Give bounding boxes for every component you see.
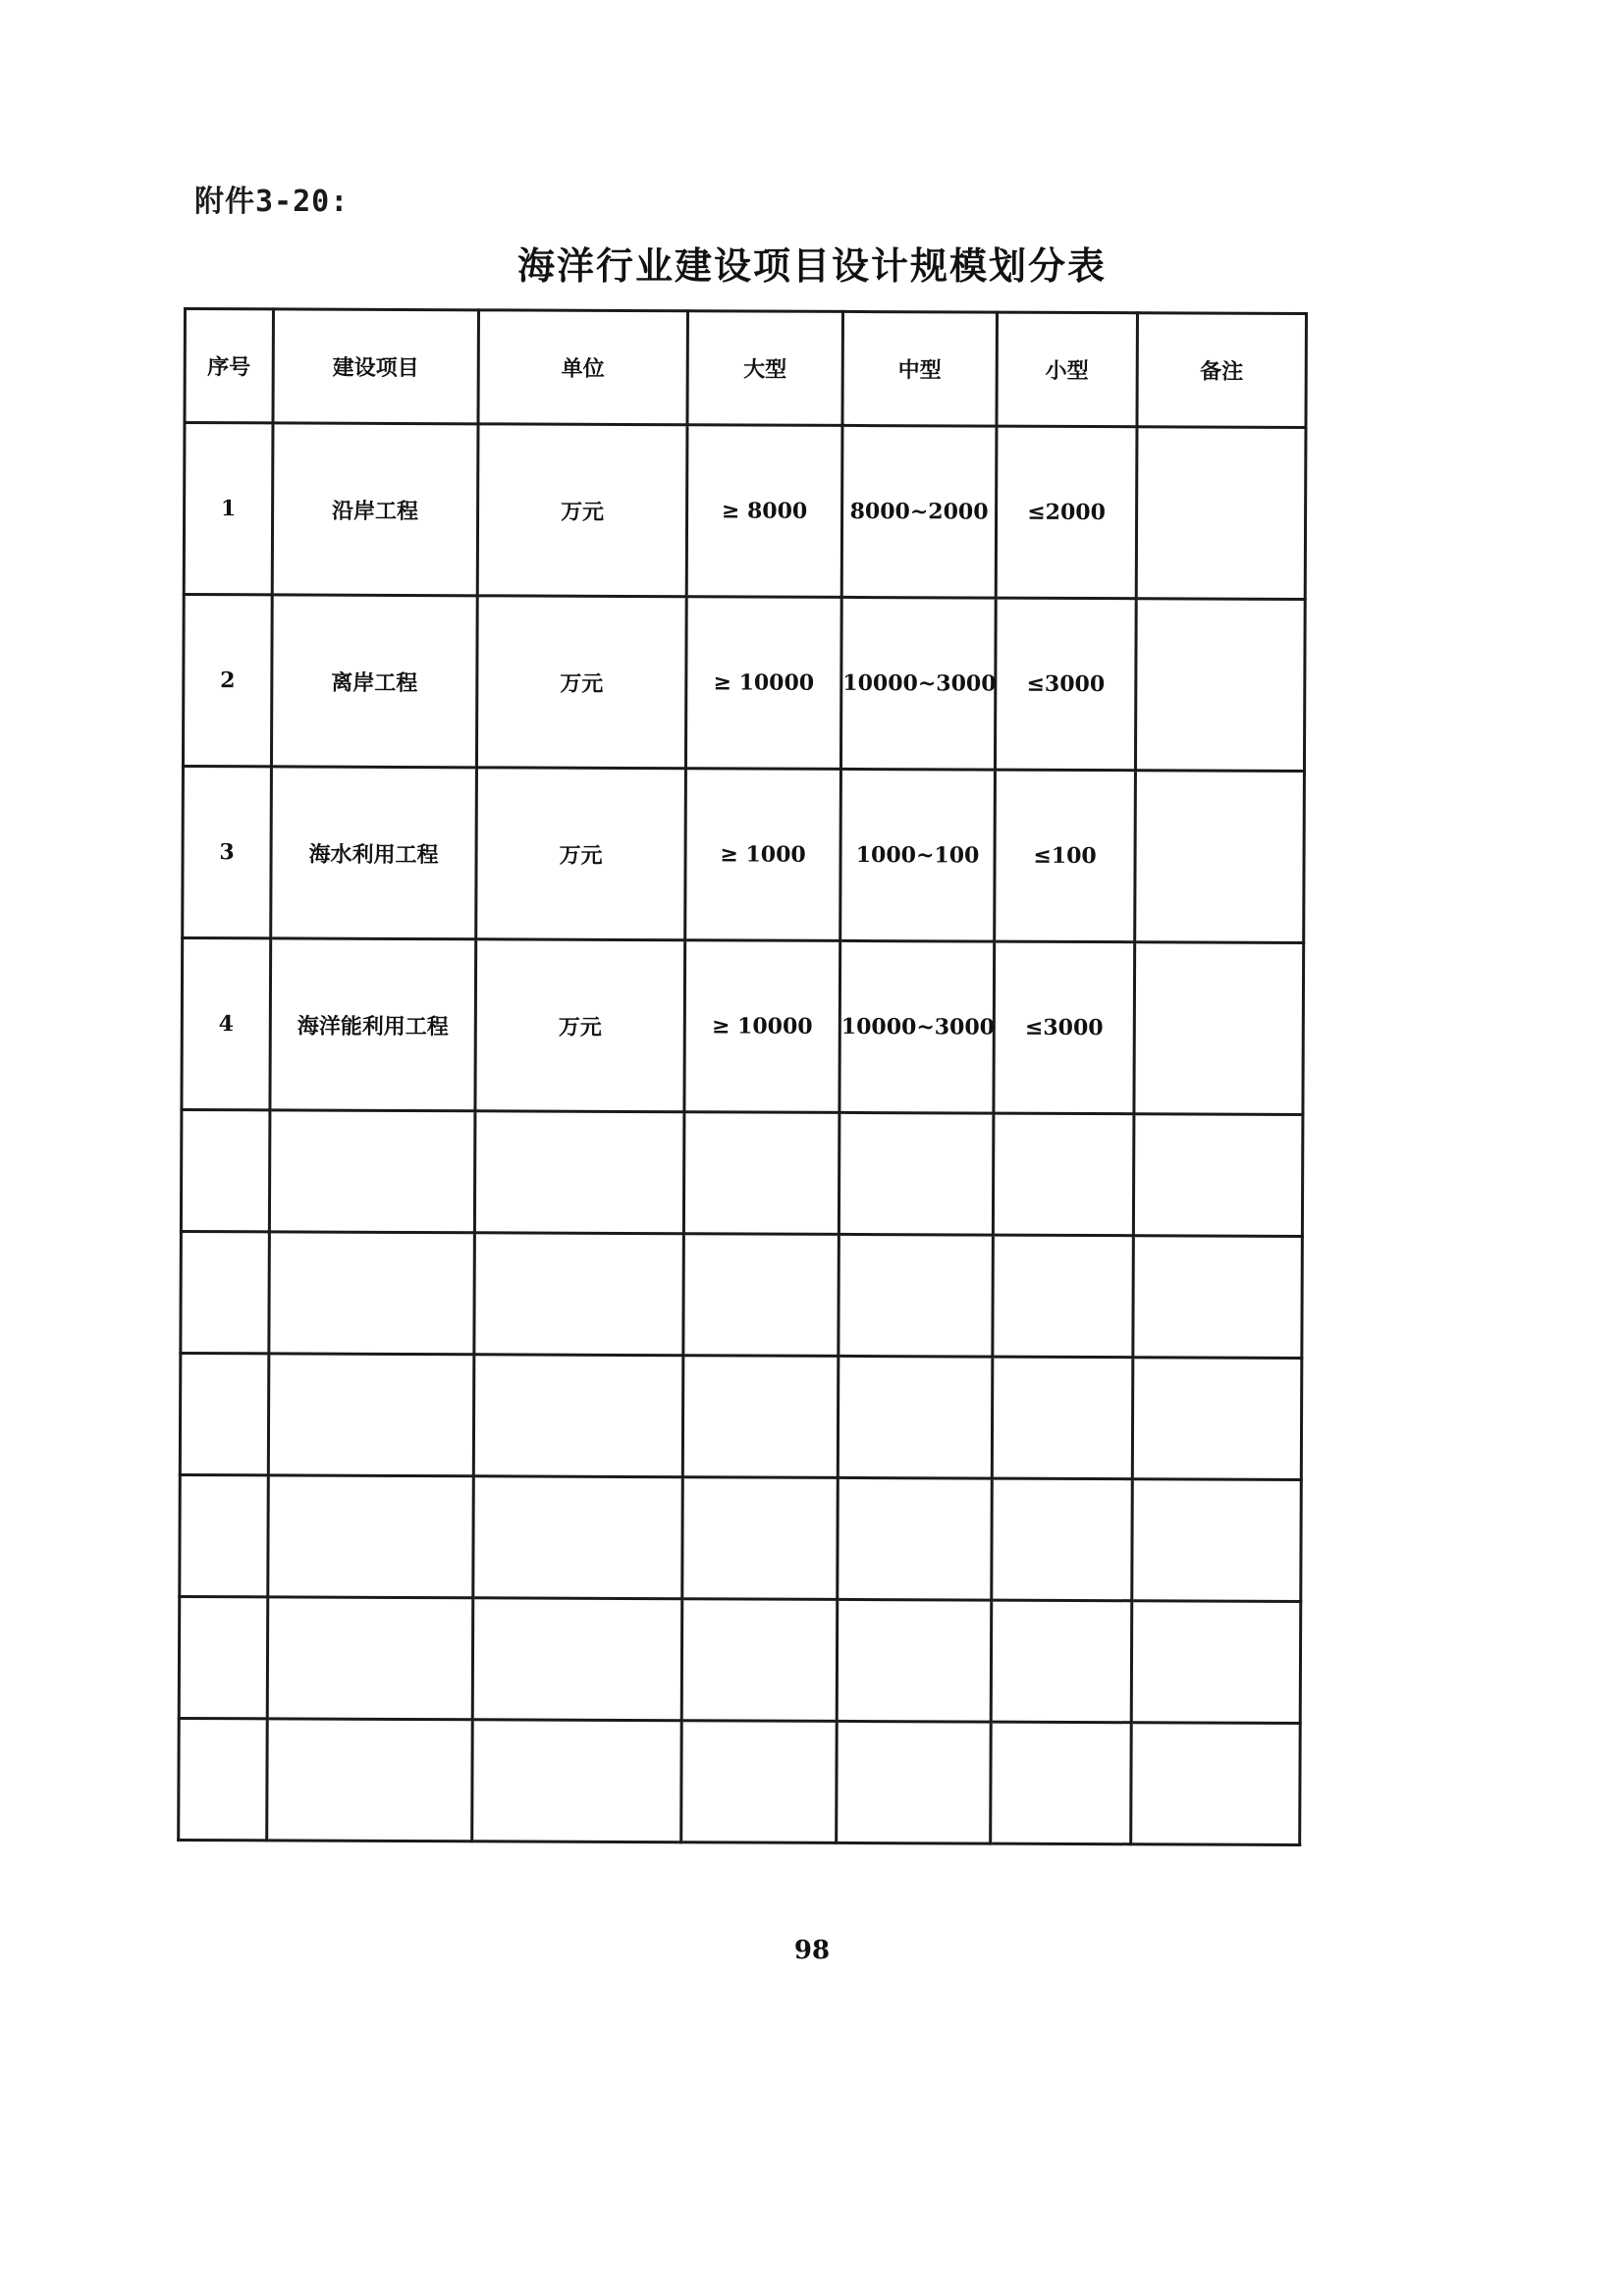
cell-small: ≤2000 xyxy=(996,426,1137,599)
page-number: 98 xyxy=(793,1936,831,1965)
empty-cell xyxy=(474,1233,684,1356)
cell-remark xyxy=(1135,599,1305,772)
cell-seq: 2 xyxy=(183,595,272,767)
empty-cell xyxy=(681,1721,838,1843)
empty-cell xyxy=(993,1113,1134,1236)
cell-unit: 万元 xyxy=(476,768,686,940)
cell-medium: 10000~3000 xyxy=(840,597,996,770)
empty-cell xyxy=(267,1719,473,1842)
empty-cell xyxy=(991,1722,1132,1844)
empty-cell xyxy=(472,1598,682,1721)
cell-unit: 万元 xyxy=(475,939,685,1112)
empty-table-row xyxy=(180,1353,1302,1479)
cell-medium: 8000~2000 xyxy=(841,425,997,598)
cell-item: 离岸工程 xyxy=(271,595,477,768)
cell-remark xyxy=(1134,942,1304,1115)
empty-cell xyxy=(838,1356,993,1478)
empty-cell xyxy=(992,1357,1133,1479)
table-row xyxy=(182,938,1304,1115)
empty-table-row xyxy=(179,1718,1301,1844)
cell-small: ≤100 xyxy=(995,770,1136,942)
cell-item: 海水利用工程 xyxy=(271,767,477,939)
empty-cell xyxy=(837,1721,992,1843)
empty-cell xyxy=(991,1600,1132,1723)
empty-table-row xyxy=(181,1231,1303,1358)
empty-cell xyxy=(839,1234,994,1357)
empty-cell xyxy=(269,1232,475,1355)
cell-large: ≥ 10000 xyxy=(685,597,841,770)
header-small: 小型 xyxy=(997,312,1138,427)
cell-unit: 万元 xyxy=(477,424,687,597)
cell-large: ≥ 1000 xyxy=(685,769,841,941)
empty-cell xyxy=(837,1599,992,1722)
empty-cell xyxy=(1133,1114,1303,1237)
empty-cell xyxy=(472,1720,682,1842)
cell-item: 沿岸工程 xyxy=(272,423,478,596)
empty-cell xyxy=(473,1355,683,1477)
cell-medium: 1000~100 xyxy=(840,769,996,941)
table-header-row xyxy=(185,309,1306,428)
cell-seq: 1 xyxy=(184,423,273,595)
empty-cell xyxy=(1131,1723,1301,1845)
cell-seq: 4 xyxy=(182,938,271,1110)
empty-cell xyxy=(268,1475,474,1598)
header-item: 建设项目 xyxy=(273,309,479,424)
empty-cell xyxy=(1132,1358,1302,1480)
table-row xyxy=(183,767,1305,943)
empty-cell xyxy=(267,1597,473,1720)
empty-cell xyxy=(839,1112,994,1235)
empty-cell xyxy=(1132,1479,1302,1602)
empty-cell xyxy=(838,1477,993,1600)
empty-cell xyxy=(682,1477,839,1600)
empty-cell xyxy=(992,1478,1133,1601)
table-row xyxy=(183,595,1305,772)
empty-cell xyxy=(683,1112,839,1235)
cell-small: ≤3000 xyxy=(994,941,1135,1114)
cell-medium: 10000~3000 xyxy=(839,940,995,1113)
empty-cell xyxy=(1133,1236,1303,1359)
cell-unit: 万元 xyxy=(476,596,686,769)
header-seq: 序号 xyxy=(185,309,274,423)
empty-cell xyxy=(269,1110,475,1233)
empty-cell xyxy=(474,1111,684,1234)
empty-cell xyxy=(682,1356,839,1478)
cell-remark xyxy=(1135,771,1305,943)
header-unit: 单位 xyxy=(478,310,688,425)
cell-item: 海洋能利用工程 xyxy=(270,938,476,1111)
empty-table-row xyxy=(180,1474,1302,1601)
cell-large: ≥ 10000 xyxy=(684,940,840,1113)
header-large: 大型 xyxy=(687,311,843,426)
empty-cell xyxy=(180,1474,269,1596)
empty-cell xyxy=(1131,1601,1301,1724)
empty-cell xyxy=(473,1476,683,1599)
empty-cell xyxy=(683,1234,839,1357)
design-scale-table xyxy=(177,307,1308,1846)
cell-large: ≥ 8000 xyxy=(686,425,842,598)
table-row xyxy=(184,423,1306,600)
empty-cell xyxy=(993,1235,1134,1358)
cell-small: ≤3000 xyxy=(995,598,1136,771)
attachment-label: 附件3-20: xyxy=(194,185,350,219)
header-remark: 备注 xyxy=(1137,313,1307,428)
empty-cell xyxy=(181,1109,270,1231)
cell-remark xyxy=(1136,427,1306,600)
empty-cell xyxy=(179,1718,268,1840)
empty-cell xyxy=(179,1596,268,1718)
empty-table-row xyxy=(179,1596,1301,1723)
empty-cell xyxy=(181,1231,270,1353)
cell-seq: 3 xyxy=(183,767,272,938)
empty-cell xyxy=(268,1354,474,1476)
document-title: 海洋行业建设项目设计规模划分表 xyxy=(516,244,1107,288)
empty-table-row xyxy=(181,1109,1303,1236)
empty-cell xyxy=(681,1599,838,1722)
empty-cell xyxy=(180,1353,269,1474)
header-medium: 中型 xyxy=(842,311,998,426)
